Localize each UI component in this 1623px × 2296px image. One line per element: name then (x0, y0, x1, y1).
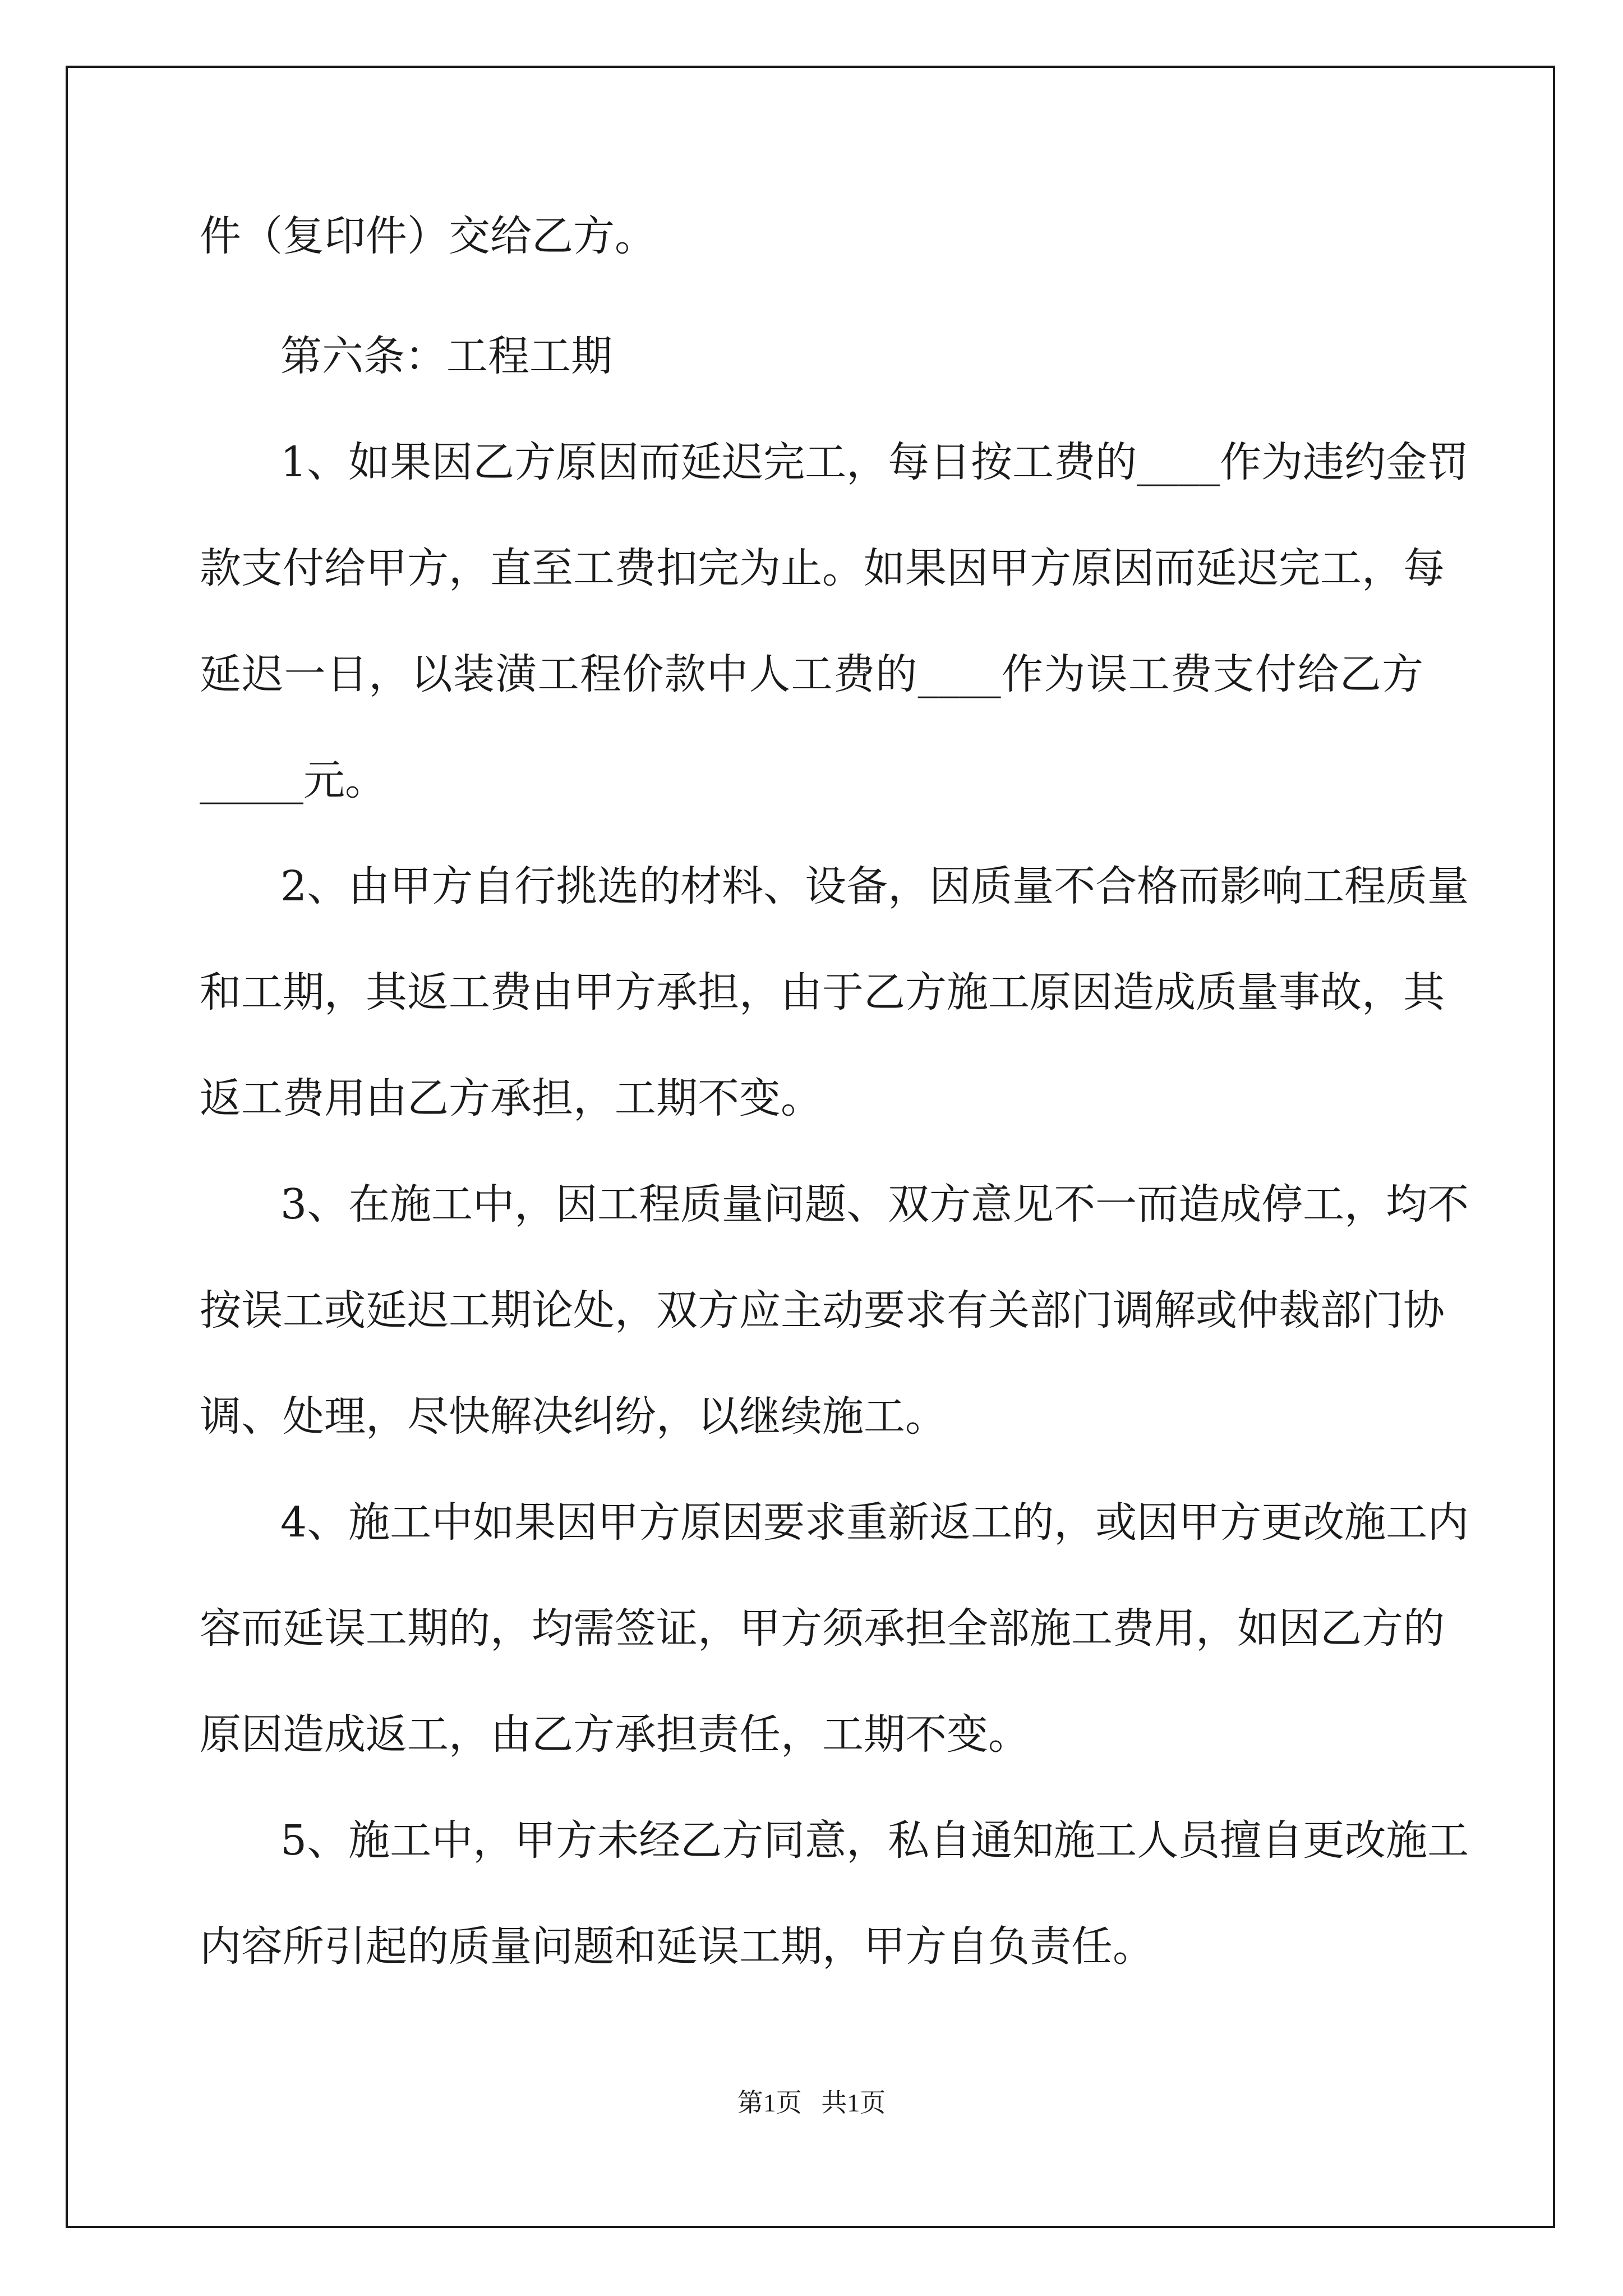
body-line-6: _____元。 (200, 756, 386, 804)
body-line-5: 延迟一日，以装潢工程价款中人工费的____作为误工费支付给乙方 (200, 650, 1423, 698)
section-heading: 第六条：工程工期 (280, 332, 612, 380)
body-line-4: 款支付给甲方，直至工费扣完为止。如果因甲方原因而延迟完工，每 (200, 544, 1445, 592)
page-footer: 第1页 共1页 (737, 2088, 886, 2117)
body-line-8: 和工期，其返工费由甲方承担，由于乙方施工原因造成质量事故，其 (200, 968, 1445, 1016)
body-line-1: 件（复印件）交给乙方。 (200, 212, 656, 260)
page-border (66, 66, 1555, 2228)
body-line-7: 2、由甲方自行挑选的材料、设备，因质量不合格而影响工程质量 (280, 862, 1469, 910)
body-line-15: 原因造成返工，由乙方承担责任，工期不变。 (200, 1710, 1030, 1759)
body-line-14: 容而延误工期的，均需签证，甲方须承担全部施工费用，如因乙方的 (200, 1604, 1445, 1653)
body-line-12: 调、处理，尽快解决纠纷，以继续施工。 (200, 1392, 947, 1441)
body-line-11: 按误工或延迟工期论处，双方应主动要求有关部门调解或仲裁部门协 (200, 1286, 1445, 1335)
body-line-10: 3、在施工中，因工程质量问题、双方意见不一而造成停工，均不 (280, 1180, 1469, 1228)
body-line-9: 返工费用由乙方承担，工期不变。 (200, 1074, 822, 1122)
body-line-13: 4、施工中如果因甲方原因要求重新返工的，或因甲方更改施工内 (280, 1498, 1469, 1547)
body-line-3: 1、如果因乙方原因而延迟完工，每日按工费的____作为违约金罚 (280, 438, 1469, 486)
body-line-16: 5、施工中，甲方未经乙方同意，私自通知施工人员擅自更改施工 (280, 1816, 1469, 1865)
body-line-17: 内容所引起的质量问题和延误工期，甲方自负责任。 (200, 1922, 1154, 1971)
